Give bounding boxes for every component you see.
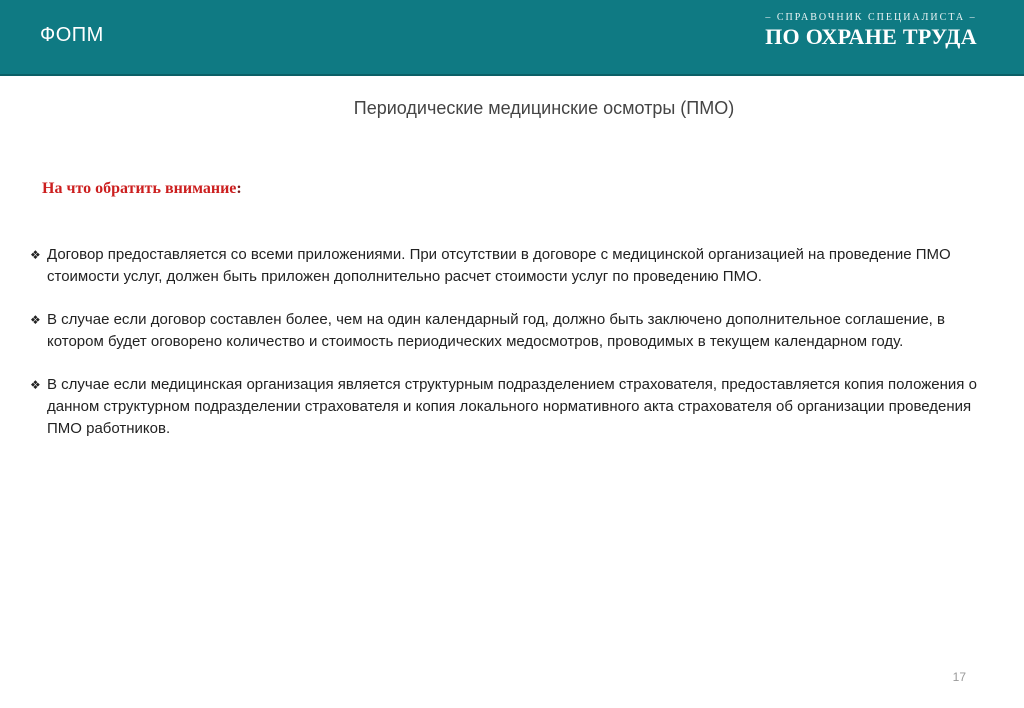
bullet-text: В случае если договор составлен более, чем на один календарный год, должно быть заключено дополнительное соглашение, в котором будет оговорено количество и стоимость периодических медосмотров, проводимых в текущем календарном году. — [47, 311, 945, 350]
diamond-bullet-icon: ❖ — [30, 248, 41, 262]
header-title: ФОПМ — [40, 24, 104, 46]
attention-label: На что обратить внимание — [42, 180, 237, 197]
bullet-text: Договор предоставляется со всеми приложениями. При отсутствии в договоре с медицинской организацией на проведение ПМО стоимости услуг, должен быть приложен дополнительно расчет стоимости услуг по проведению ПМО. — [47, 246, 951, 285]
list-item — [30, 309, 995, 353]
attention-heading — [42, 180, 242, 198]
diamond-bullet-icon: ❖ — [30, 378, 41, 392]
slide-title: Периодические медицинские осмотры (ПМО) — [353, 98, 735, 118]
logo-subtitle: – СПРАВОЧНИК СПЕЦИАЛИСТА – — [765, 12, 977, 23]
logo — [756, 12, 986, 50]
bullet-list — [30, 244, 995, 461]
diamond-bullet-icon: ❖ — [30, 313, 41, 327]
attention-colon: : — [236, 180, 242, 197]
list-item — [30, 244, 995, 288]
bullet-text: В случае если медицинская организация является структурным подразделением страхователя, предоставляется копия положения о данном структурном подразделении страхователя и копия локального нормативного акта страхователя об организации проведения ПМО работников. — [47, 376, 977, 437]
list-item — [30, 374, 995, 440]
logo-title: ПО ОХРАНЕ ТРУДА — [765, 24, 977, 49]
header-bar — [0, 0, 1024, 76]
page-number: 17 — [952, 670, 966, 684]
